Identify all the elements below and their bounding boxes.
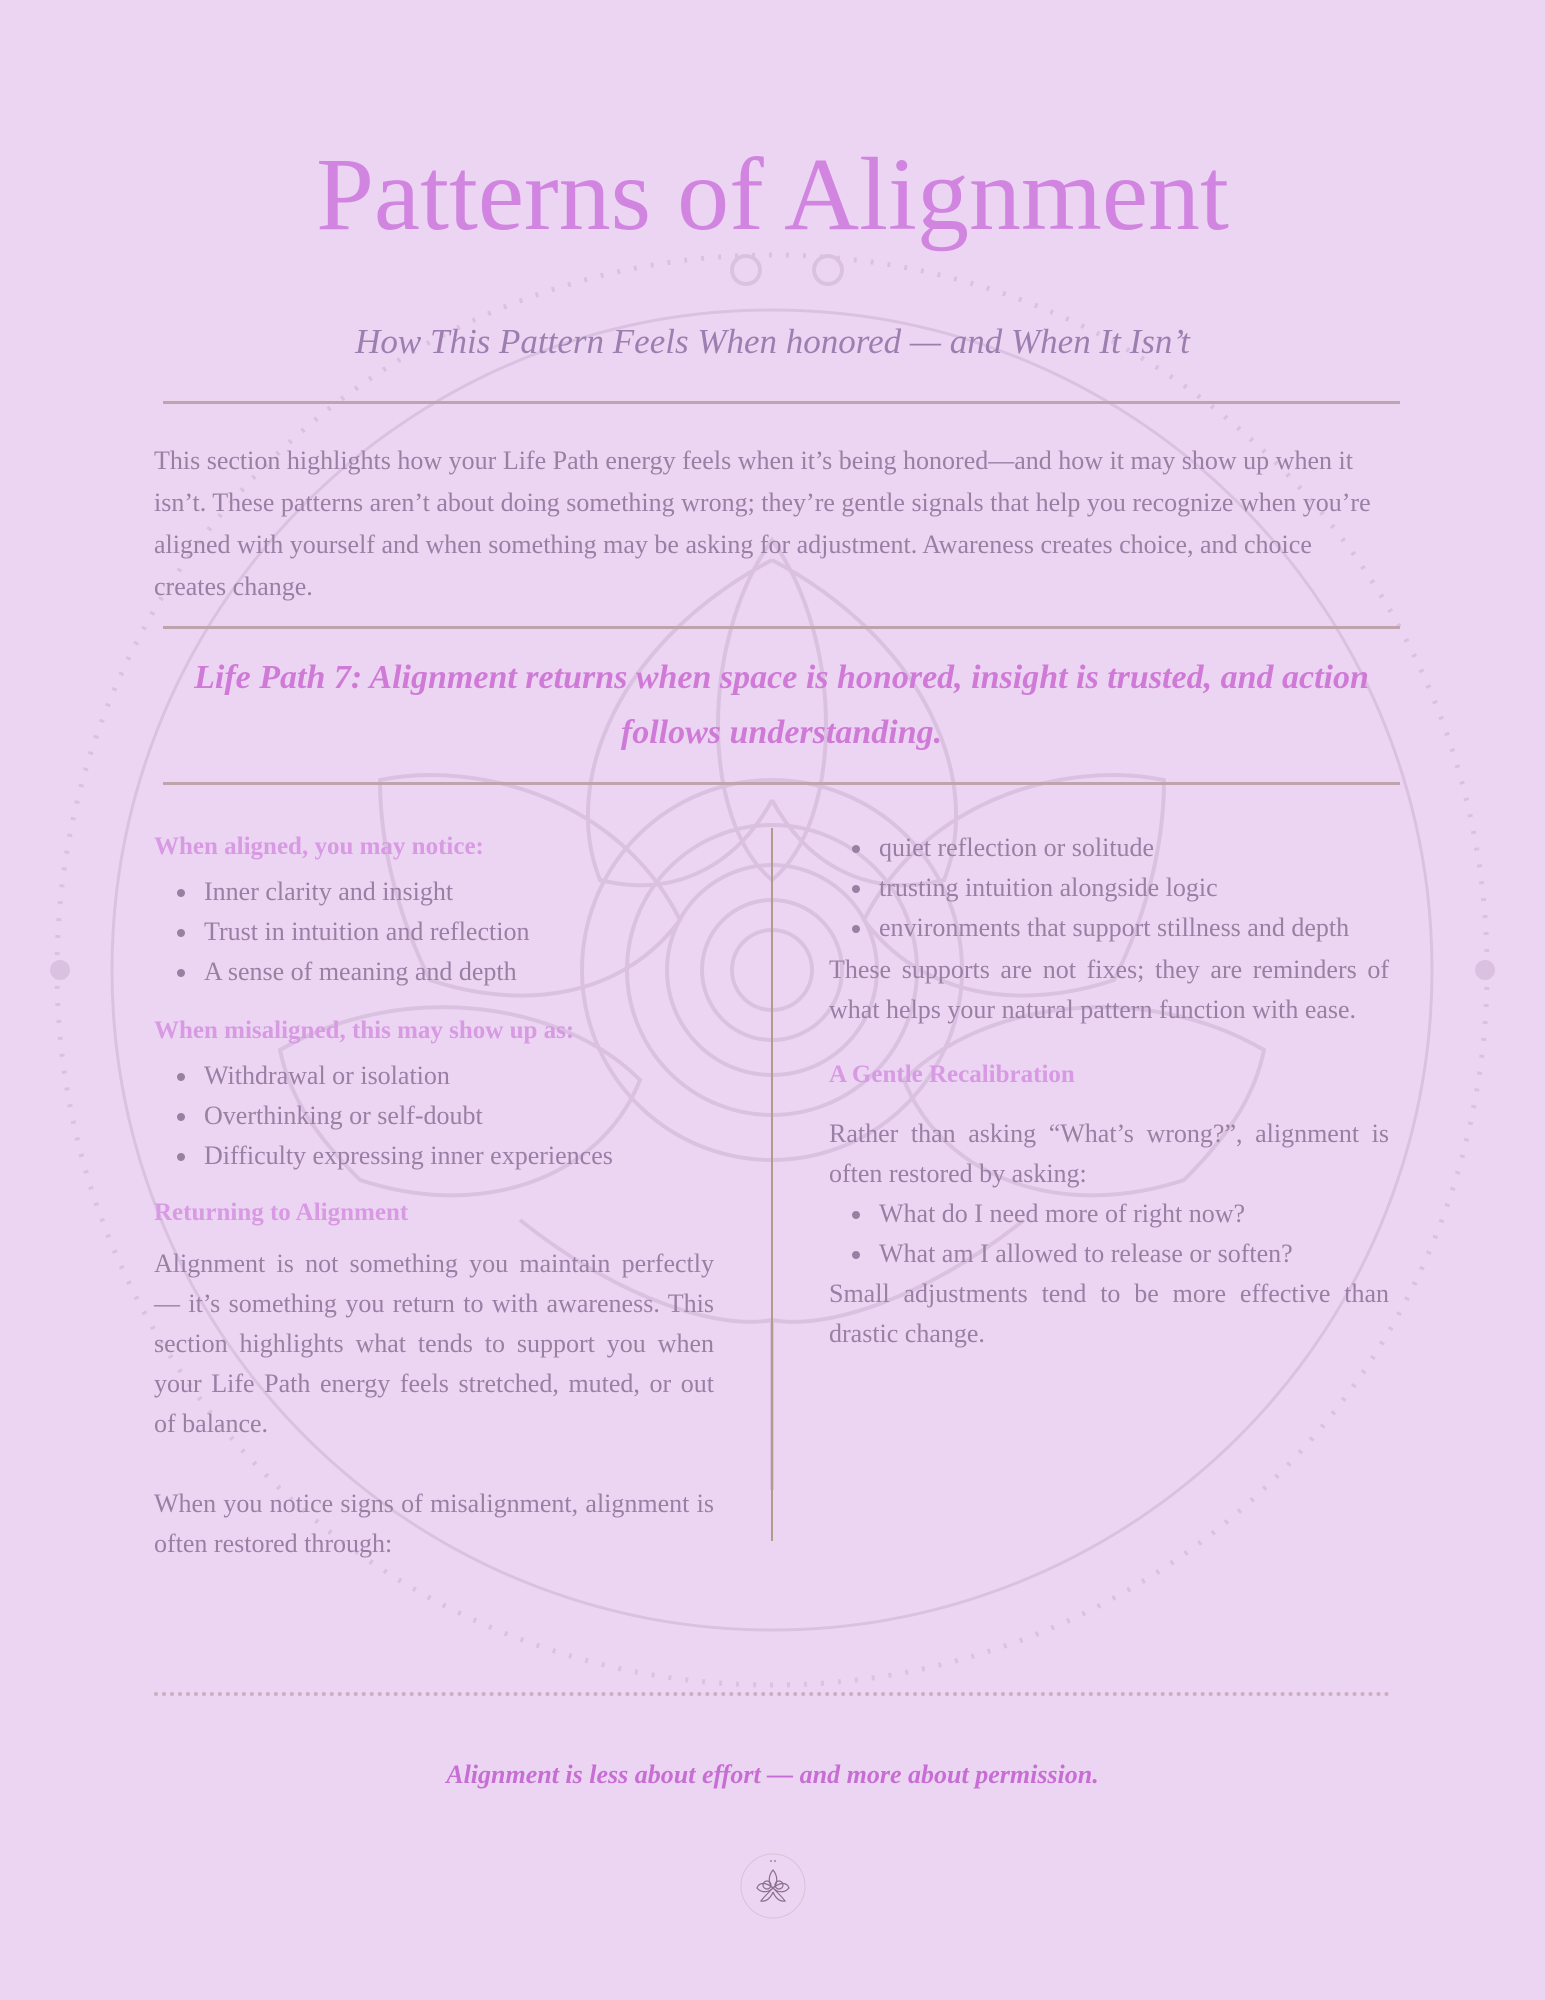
recalibration-note: Small adjustments tend to be more effective than drastic change. xyxy=(829,1279,1389,1348)
divider-top xyxy=(163,401,1400,404)
list-item: quiet reflection or solitude xyxy=(879,828,1389,868)
list-item: trusting intuition alongside logic xyxy=(879,868,1389,908)
misaligned-heading: When misaligned, this may show up as: xyxy=(154,1017,575,1044)
left-column xyxy=(154,828,714,1564)
aligned-heading: When aligned, you may notice: xyxy=(154,833,484,860)
aligned-list xyxy=(154,872,714,992)
list-item: What do I need more of right now? xyxy=(879,1194,1389,1234)
page-subtitle: How This Pattern Feels When honored — and When It Isn’t xyxy=(355,322,1190,361)
list-item: Trust in intuition and reflection xyxy=(204,912,714,952)
recalibration-list xyxy=(829,1194,1389,1274)
column-divider xyxy=(771,828,773,1541)
support-list xyxy=(829,828,1389,948)
divider-callout-bottom xyxy=(163,782,1400,785)
footer-quote: Alignment is less about effort — and more about permission. xyxy=(446,1760,1099,1789)
dotted-divider xyxy=(154,1692,1390,1696)
returning-heading: Returning to Alignment xyxy=(154,1199,409,1226)
list-item: Overthinking or self-doubt xyxy=(204,1096,714,1136)
list-item: Difficulty expressing inner experiences xyxy=(204,1136,714,1176)
page-title: Patterns of Alignment xyxy=(316,137,1229,252)
divider-callout-top xyxy=(163,626,1400,629)
right-column xyxy=(829,828,1389,1354)
list-item: environments that support stillness and depth xyxy=(879,908,1389,948)
list-item: What am I allowed to release or soften? xyxy=(879,1234,1389,1274)
list-item: Inner clarity and insight xyxy=(204,872,714,912)
lotus-emblem-icon xyxy=(739,1852,807,1920)
list-item: A sense of meaning and depth xyxy=(204,952,714,992)
list-item: Withdrawal or isolation xyxy=(204,1056,714,1096)
returning-paragraph: Alignment is not something you maintain perfectly — it’s something you return to with awareness. This section highlights what tends to support you when your Life Path energy feels stretched, muted, or out of balance. xyxy=(154,1249,714,1438)
misalignment-paragraph: When you notice signs of misalignment, alignment is often restored through: xyxy=(154,1489,714,1558)
life-path-callout: Life Path 7: Alignment returns when space is honored, insight is trusted, and action follows understanding. xyxy=(194,659,1369,751)
recalibration-paragraph: Rather than asking “What’s wrong?”, alignment is often restored by asking: xyxy=(829,1119,1389,1188)
intro-paragraph: This section highlights how your Life Path energy feels when it’s being honored—and how it may show up when it isn’t. These patterns aren’t about doing something wrong; they’re gentle signals that help you recognize when you’re aligned with yourself and when something may be asking for adjustment. Awareness creates choice, and choice creates change. xyxy=(154,446,1371,601)
support-note: These supports are not fixes; they are reminders of what helps your natural pattern function with ease. xyxy=(829,955,1389,1024)
misaligned-list xyxy=(154,1056,714,1176)
recalibration-heading: A Gentle Recalibration xyxy=(829,1061,1075,1088)
